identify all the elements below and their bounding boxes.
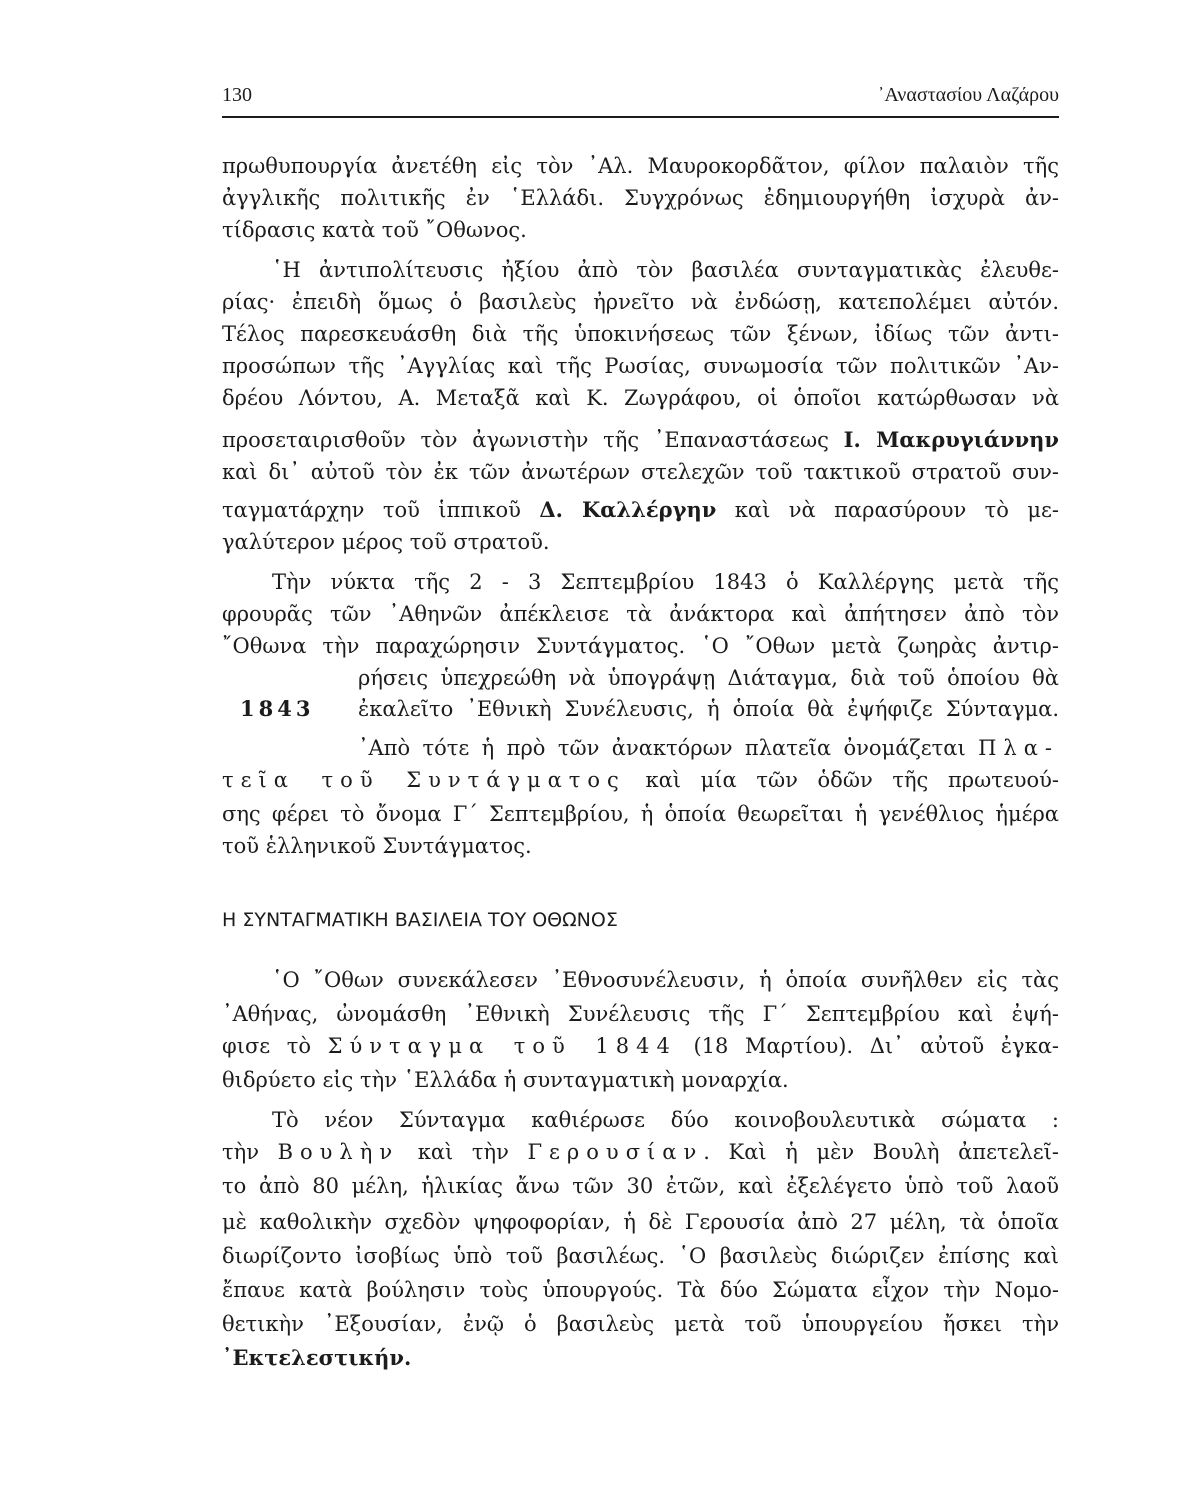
spaced-text: Σύνταγμα τοῦ 1844: [327, 1034, 677, 1058]
text-line: καὶ δι᾿ αὐτοῦ τὸν ἐκ τῶν ἀνωτέρων στελεχῶν τοῦ τακτικοῦ στρατοῦ συν-: [222, 460, 1059, 484]
text-line: Τέλος παρεσκευάσθη διὰ τῆς ὑποκινήσεως τῶν ξένων, ἰδίως τῶν ἀντι-: [222, 322, 1059, 346]
section-heading: Η ΣΥΝΤΑΓΜΑΤΙΚΗ ΒΑΣΙΛΕΙΑ ΤΟΥ ΟΘΩΝΟΣ: [222, 909, 618, 931]
text-line: προσώπων τῆς ᾿Αγγλίας καὶ τῆς Ρωσίας, συνωμοσία τῶν πολιτικῶν ᾿Αν-: [222, 354, 1059, 378]
text-run: προσεταιρισθοῦν τὸν ἀγωνιστὴν τῆς ᾿Επαναστάσεως: [222, 428, 844, 452]
text-line: ῾Ο ῎Οθων συνεκάλεσεν ᾿Εθνοσυνέλευσιν, ἡ ὁποία συνῆλθεν εἰς τὰς: [272, 968, 1059, 992]
margin-year: 1843: [240, 696, 315, 721]
text-run: (18 Μαρτίου). Δι᾿ αὐτοῦ ἐγκα-: [676, 1034, 1059, 1058]
text-line: ῎Οθωνα τὴν παραχώρησιν Συντάγματος. ῾Ο ῎Οθων μετὰ ζωηρὰς ἀντιρ-: [222, 634, 1059, 658]
text-line: το ἀπὸ 80 μέλη, ἡλικίας ἄνω τῶν 30 ἐτῶν, καὶ ἐξελέγετο ὑπὸ τοῦ λαοῦ: [222, 1174, 1059, 1198]
text-line: ᾿Αθήνας, ὠνομάσθη ᾿Εθνικὴ Συνέλευσις τῆς Γ´ Σεπτεμβρίου καὶ ἐψή-: [222, 1002, 1059, 1026]
text-line: γαλύτερον μέρος τοῦ στρατοῦ.: [222, 530, 550, 554]
text-line: σης φέρει τὸ ὄνομα Γ´ Σεπτεμβρίου, ἡ ὁποία θεωρεῖται ἡ γενέθλιος ἡμέρα: [222, 802, 1059, 826]
running-title: ᾿Αναστασίου Λαζάρου: [877, 84, 1059, 106]
text-line: [222, 494, 1059, 526]
text-line: Τὸ νέον Σύνταγμα καθιέρωσε δύο κοινοβουλευτικὰ σώματα :: [272, 1108, 1059, 1132]
text-line: θιδρύετο εἰς τὴν ῾Ελλάδα ἡ συνταγματικὴ μοναρχία.: [222, 1068, 789, 1092]
text-run: καὶ τὴν: [399, 1140, 528, 1164]
spaced-text: Βουλὴν: [277, 1140, 400, 1164]
text-line: ρήσεις ὑπεχρεώθη νὰ ὑπογράψῃ Διάταγμα, διὰ τοῦ ὁποίου θὰ: [358, 666, 1059, 690]
text-run: φισε τὸ: [222, 1034, 328, 1058]
text-line: ᾿Εκτελεστικήν.: [222, 1345, 412, 1370]
text-line: [222, 424, 1059, 456]
text-line: πρωθυπουργία ἀνετέθη εἰς τὸν ᾿Αλ. Μαυροκορδᾶτον, φίλον παλαιὸν τῆς: [222, 154, 1059, 178]
text-line: [358, 732, 1059, 764]
text-line: Τὴν νύκτα τῆς 2 - 3 Σεπτεμβρίου 1843 ὁ Καλλέργης μετὰ τῆς: [272, 570, 1059, 594]
spaced-text: Γερουσίαν: [527, 1140, 704, 1164]
text-run: τὴν: [222, 1140, 278, 1164]
text-line: τίδρασις κατὰ τοῦ ῎Οθωνος.: [222, 218, 527, 242]
text-line: ῾Η ἀντιπολίτευσις ἠξίου ἀπὸ τὸν βασιλέα συνταγματικὰς ἐλευθε-: [272, 258, 1059, 282]
text-line: τοῦ ἑλληνικοῦ Συντάγματος.: [222, 834, 532, 858]
text-line: ρίας· ἐπειδὴ ὅμως ὁ βασιλεὺς ἠρνεῖτο νὰ ἐνδώσῃ, κατεπολέμει αὐτόν.: [222, 290, 1059, 314]
text-line: [222, 764, 1059, 796]
text-run: ταγματάρχην τοῦ ἱππικοῦ: [222, 498, 540, 522]
text-line: [222, 1030, 1059, 1062]
header-rule: [222, 116, 1059, 118]
text-line: δρέου Λόντου, Α. Μεταξᾶ καὶ Κ. Ζωγράφου, οἱ ὁποῖοι κατώρθωσαν νὰ: [222, 386, 1059, 410]
name-bold: Δ. Καλλέργην: [539, 497, 717, 522]
text-run: καὶ μία τῶν ὁδῶν τῆς πρωτευού-: [625, 768, 1060, 792]
text-line: ἐκαλεῖτο ᾿Εθνικὴ Συνέλευσις, ἡ ὁποία θὰ ἐψήφιζε Σύνταγμα.: [358, 697, 1059, 721]
text-run: ᾿Απὸ τότε ἡ πρὸ τῶν ἀνακτόρων πλατεῖα ὀνομάζεται: [358, 736, 979, 760]
text-line: θετικὴν ᾿Εξουσίαν, ἐνῷ ὁ βασιλεὺς μετὰ τοῦ ὑπουργείου ἤσκει τὴν: [222, 1312, 1059, 1336]
text-line: φρουρᾶς τῶν ᾿Αθηνῶν ἀπέκλεισε τὰ ἀνάκτορα καὶ ἀπήτησεν ἀπὸ τὸν: [222, 602, 1059, 626]
spaced-text: τεῖα τοῦ Συντάγματος: [222, 768, 626, 792]
text-run: . Καὶ ἡ μὲν Βουλὴ ἀπετελεῖ-: [703, 1140, 1060, 1164]
page-number: 130: [222, 84, 252, 106]
text-line: διωρίζοντο ἰσοβίως ὑπὸ τοῦ βασιλέως. ῾Ο βασιλεὺς διώριζεν ἐπίσης καὶ: [222, 1244, 1059, 1268]
text-line: ἀγγλικῆς πολιτικῆς ἐν ῾Ελλάδι. Συγχρόνως ἐδημιουργήθη ἰσχυρὰ ἀν-: [222, 186, 1059, 210]
text-line: ἔπαυε κατὰ βούλησιν τοὺς ὑπουργούς. Τὰ δύο Σώματα εἶχον τὴν Νομο-: [222, 1278, 1059, 1302]
text-line: [222, 1136, 1059, 1168]
text-run: καὶ νὰ παρασύρουν τὸ με-: [716, 498, 1060, 522]
spaced-text: Πλα-: [978, 736, 1059, 760]
page-header: [222, 84, 1059, 112]
name-bold: Ι. Μακρυγιάννην: [843, 427, 1059, 452]
text-line: μὲ καθολικὴν σχεδὸν ψηφοφορίαν, ἡ δὲ Γερουσία ἀπὸ 27 μέλη, τὰ ὁποῖα: [222, 1210, 1059, 1234]
